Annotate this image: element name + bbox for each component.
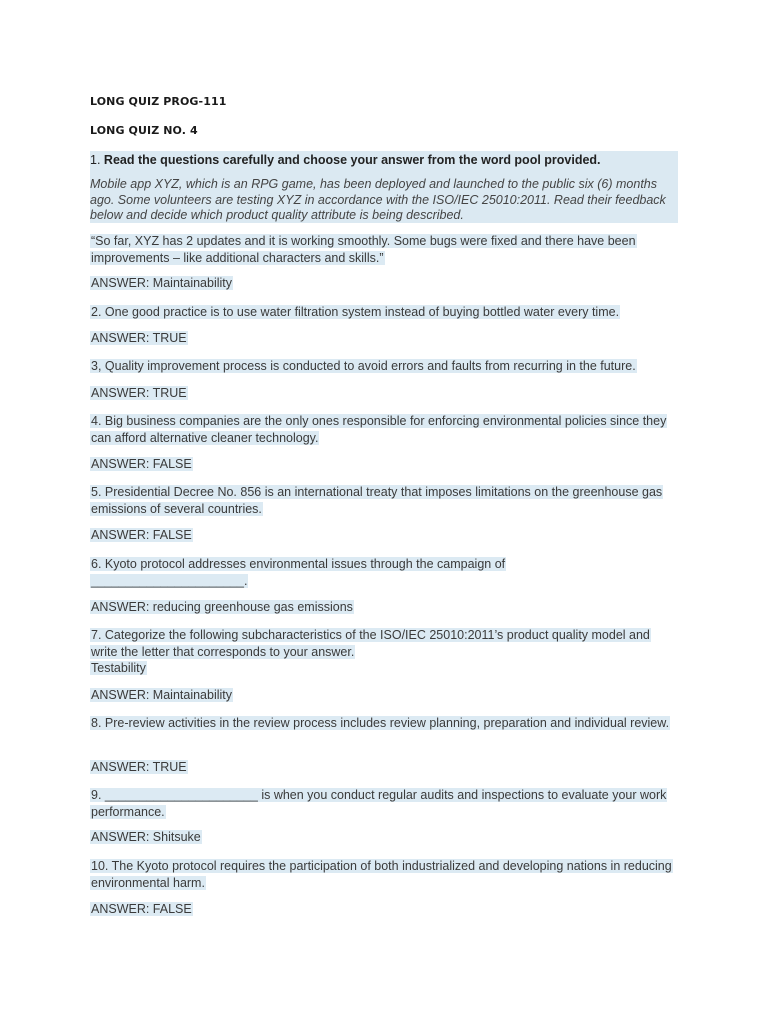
question-10-text: 10. The Kyoto protocol requires the participation of both industrialized and developing nations in reducing environmental harm.	[91, 859, 672, 890]
question-7-subtext: Testability	[91, 661, 146, 675]
question-4-answer: ANSWER: FALSE	[91, 457, 192, 471]
question-1-text: “So far, XYZ has 2 updates and it is working smoothly. Some bugs were fixed and there have been improvements – like additional characters and skills.”	[91, 234, 636, 265]
question-7-text: 7. Categorize the following subcharacteristics of the ISO/IEC 25010:2011’s product quality model and write the letter that corresponds to your answer.	[91, 628, 650, 659]
question-3-text: 3, Quality improvement process is conducted to avoid errors and faults from recurring in the future.	[91, 359, 636, 373]
question-8-text: 8. Pre-review activities in the review process includes review planning, preparation and individual review.	[91, 716, 670, 730]
question-9-text: 9. ______________________ is when you conduct regular audits and inspections to evaluate your work performance.	[91, 788, 667, 819]
question-6-answer: ANSWER: reducing greenhouse gas emissions	[91, 600, 353, 614]
quiz-number: LONG QUIZ NO. 4	[90, 124, 198, 137]
question-1-instruction: Read the questions carefully and choose your answer from the word pool provided.	[103, 153, 601, 167]
question-1-answer: ANSWER: Maintainability	[91, 276, 233, 290]
question-4-text: 4. Big business companies are the only ones responsible for enforcing environmental policies since they can afford alternative cleaner technology.	[91, 414, 667, 445]
question-5-answer: ANSWER: FALSE	[91, 528, 192, 542]
question-1-scenario: Mobile app XYZ, which is an RPG game, has been deployed and launched to the public six (6) months ago. Some volunteers are testing XYZ in accordance with the ISO/IEC 25010:2011. Read their feedback below and decide which product quality attribute is being described.	[90, 177, 666, 222]
question-5-text: 5. Presidential Decree No. 856 is an international treaty that imposes limitations on the greenhouse gas emissions of several countries.	[91, 485, 663, 516]
question-6-text: 6. Kyoto protocol addresses environmental issues through the campaign of ______________________.	[91, 557, 506, 588]
question-2-answer: ANSWER: TRUE	[91, 331, 187, 345]
question-7-answer: ANSWER: Maintainability	[91, 688, 233, 702]
question-1-number: 1.	[90, 153, 101, 167]
question-10-answer: ANSWER: FALSE	[91, 902, 192, 916]
question-9-answer: ANSWER: Shitsuke	[91, 830, 201, 844]
question-2-text: 2. One good practice is to use water filtration system instead of buying bottled water every time.	[91, 305, 620, 319]
question-1-box	[90, 151, 678, 223]
course-title: LONG QUIZ PROG-111	[90, 95, 227, 108]
question-3-answer: ANSWER: TRUE	[91, 386, 187, 400]
question-8-answer: ANSWER: TRUE	[91, 760, 187, 774]
question-1-heading	[90, 153, 601, 167]
